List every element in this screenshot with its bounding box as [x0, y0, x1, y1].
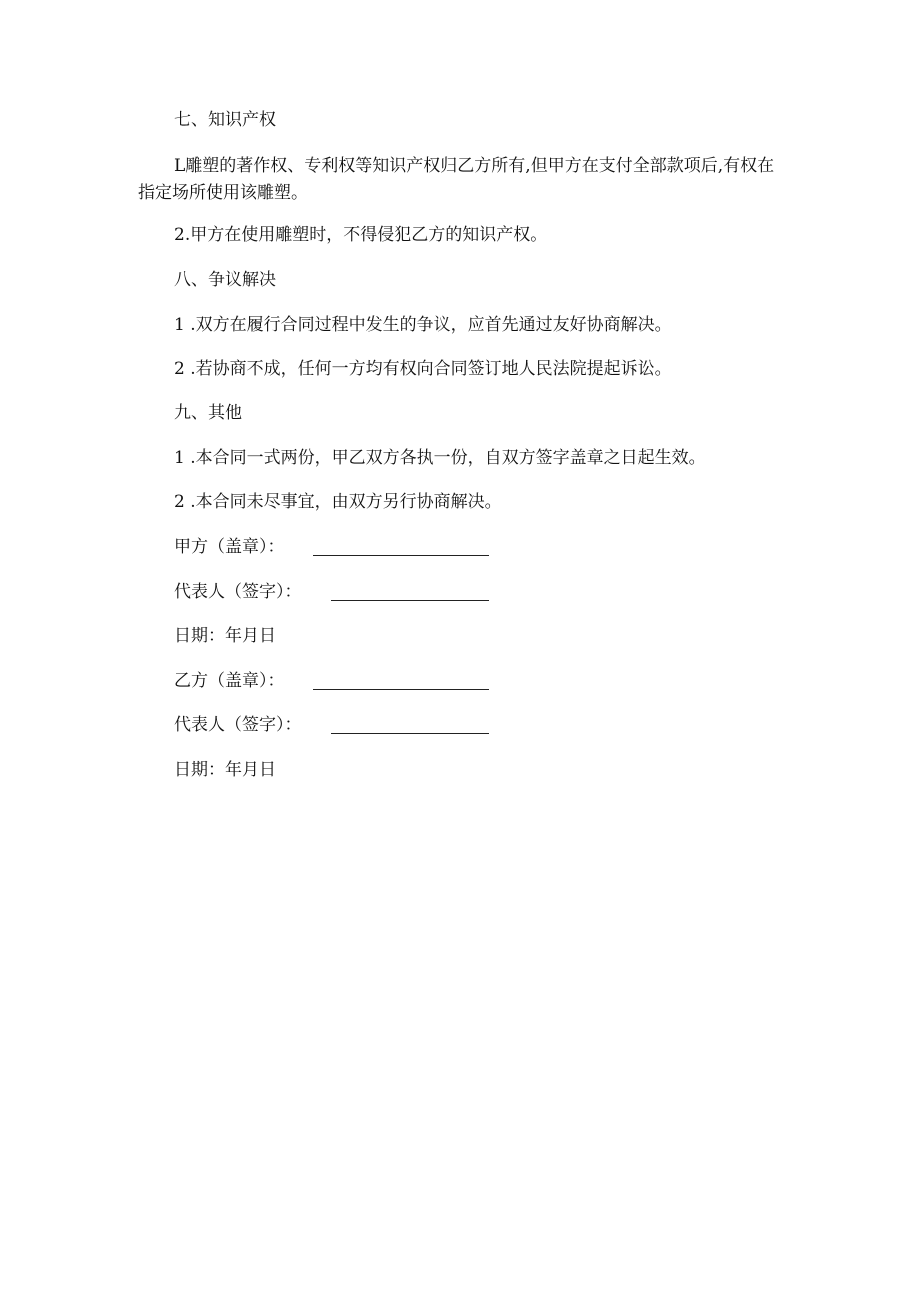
clause-ip-1: L雕塑的著作权、专利权等知识产权归乙方所有,但甲方在支付全部款项后,有权在指定场所使用该雕塑。 — [138, 156, 775, 203]
party-a-seal-blank[interactable] — [313, 555, 489, 556]
clause-dispute-1: 1 .双方在履行合同过程中发生的争议，应首先通过友好协商解决。 — [174, 315, 672, 335]
party-a-seal-label: 甲方（盖章）： — [174, 537, 285, 557]
clause-dispute-2: 2 .若协商不成，任何一方均有权向合同签订地人民法院提起诉讼。 — [174, 359, 672, 379]
party-a-rep-row — [174, 580, 302, 604]
clause-ip-2: 2.甲方在使用雕塑时，不得侵犯乙方的知识产权。 — [174, 225, 548, 245]
party-b-rep-row — [174, 713, 302, 737]
section-heading-ip: 七、知识产权 — [174, 110, 276, 130]
party-b-rep-blank[interactable] — [331, 733, 489, 734]
party-b-date: 日期：年月日 — [174, 760, 276, 780]
party-a-rep-label: 代表人（签字）： — [174, 582, 302, 602]
party-a-seal-row — [174, 535, 285, 559]
party-b-seal-label: 乙方（盖章）： — [174, 671, 285, 691]
party-a-rep-blank[interactable] — [331, 600, 489, 601]
party-b-seal-row — [174, 669, 285, 693]
party-b-seal-blank[interactable] — [313, 689, 489, 690]
clause-other-2: 2 .本合同未尽事宜，由双方另行协商解决。 — [174, 492, 502, 512]
clause-other-1: 1 .本合同一式两份，甲乙双方各执一份，自双方签字盖章之日起生效。 — [174, 448, 706, 468]
party-b-rep-label: 代表人（签字）： — [174, 715, 302, 735]
party-a-date: 日期：年月日 — [174, 626, 276, 646]
section-heading-dispute: 八、争议解决 — [174, 270, 276, 290]
section-heading-other: 九、其他 — [174, 403, 242, 423]
